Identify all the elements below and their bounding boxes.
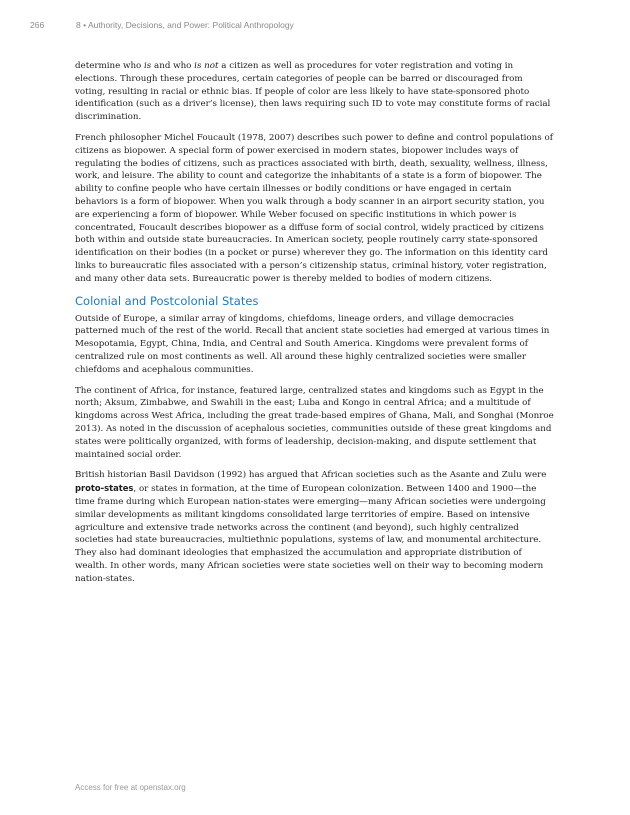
running-head [30,20,600,30]
main-content [75,60,555,593]
key-term-proto-states: proto-states [75,483,134,494]
chapter-title: 8 • Authority, Decisions, and Power: Political Anthropology [76,20,294,30]
paragraph-3: Outside of Europe, a similar array of kingdoms, chiefdoms, lineage orders, and village democracies patterned much of the rest of the world. Recall that ancient state societies had emerged at various times in Mesopotamia, Egypt, China, India, and Central and South America. Kingdoms were prevalent forms of centralized rule on most continents as well. All around these highly centralized societies were smaller chiefdoms and acephalous communities. [75,313,550,375]
paragraph-5: British historian Basil Davidson (1992) has argued that African societies such as the Asante and Zulu were proto-states, or states in formation, at the time of European colonization. Between 1400 and 1900—the time frame during which European nation-states were emerging—many African societies were undergoing similar developments as militant kingdoms consolidated large territories of empire. Based on intensive agriculture and extensive trade networks across the continent (and beyond), such highly centralized societies had state bureaucracies, multiethnic populations, systems of law, and monumental architecture. They also had dominant ideologies that emphasized the accumulation and appropriate distribution of wealth. In other words, many African societies were state societies well on their way to becoming modern nation-states. [75,470,547,584]
paragraph-1: determine who is and who is not a citizen as well as procedures for voter registration and voting in elections. Through these procedures, certain categories of people can be barred or discouraged from voting, resulting in racial or ethnic bias. If people of color are less likely to have state-sponsored photo identification (such as a driver’s license), then laws requiring such ID to vote may constitute forms of racial discrimination. [75,61,551,123]
section-heading: Colonial and Postcolonial States [75,293,259,308]
emphasis-is-not: is not [194,61,219,71]
paragraph-2: French philosopher Michel Foucault (1978, 2007) describes such power to define and control populations of citizens as biopower. A special form of power exercised in modern states, biopower includes ways of regulating the bodies of citizens, such as practices associated with birth, death, sexuality, wellness, illness, work, and leisure. The ability to count and categorize the inhabitants of a state is a form of biopower. The ability to confine people who have certain illnesses or bodily conditions or have engaged in certain behaviors is a form of biopower. When you walk through a body scanner in an airport security station, you are experiencing a form of biopower. While Weber focused on specific institutions in which power is concentrated, Foucault describes biopower as a diffuse form of social control, widely practiced by citizens both within and outside state bureaucracies. In American society, people routinely carry state-sponsored identification on their bodies (in a pocket or purse) wherever they go. The information on this identity card links to bureaucratic files associated with a person’s citizenship status, criminal history, voter registration, and many other data sets. Bureaucratic power is thereby melded to bodies of modern citizens. [75,132,553,284]
footer-access-link[interactable]: Access for free at openstax.org [75,783,186,792]
page-number: 266 [30,20,45,30]
paragraph-4: The continent of Africa, for instance, featured large, centralized states and kingdoms such as Egypt in the north; Aksum, Zimbabwe, and Swahili in the east; Luba and Kongo in central Africa; and a multitude of kingdoms across West Africa, including the great trade-based empires of Ghana, Mali, and Songhai (Monroe 2013). As noted in the discussion of acephalous societies, communities outside of these great kingdoms and states were politically organized, with forms of leadership, decision-making, and dispute settlement that maintained social order. [75,385,554,460]
emphasis-is: is [144,61,152,71]
